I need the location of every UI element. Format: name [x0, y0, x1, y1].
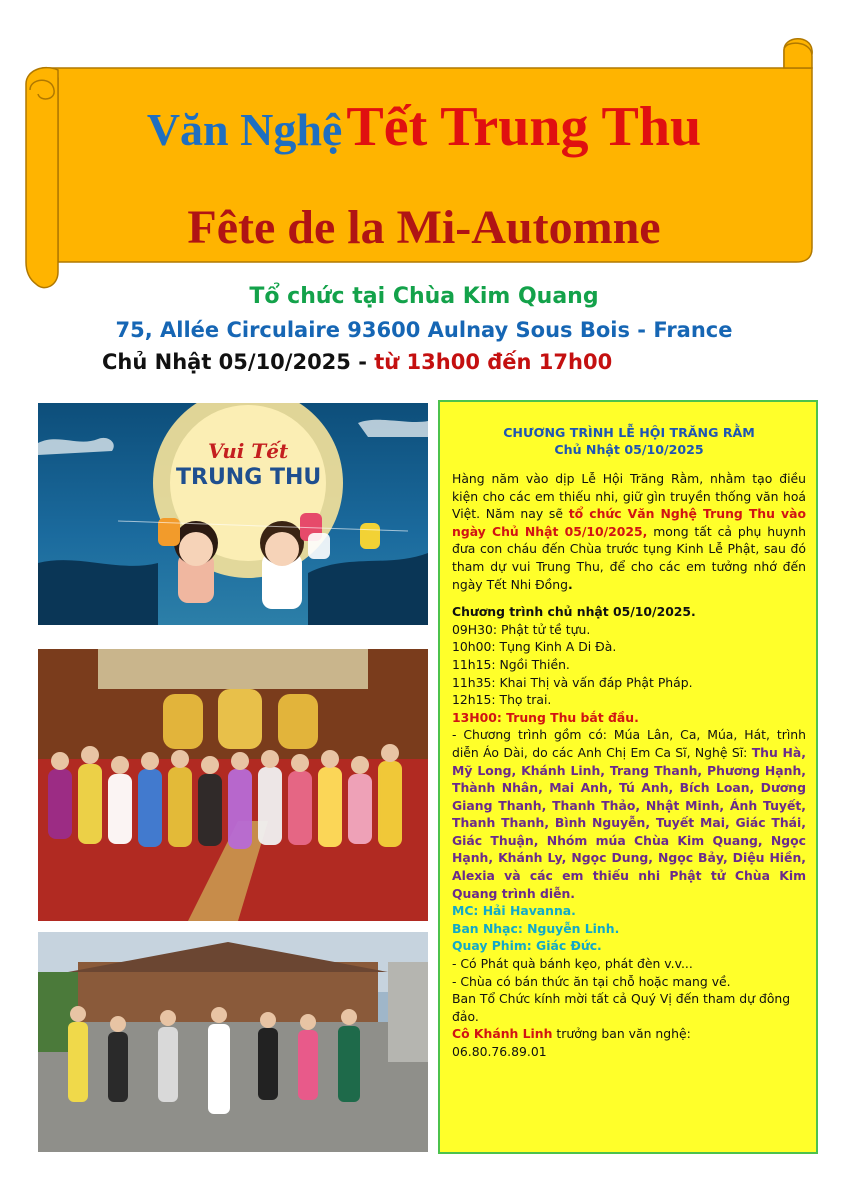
- contact-phone: 06.80.76.89.01: [452, 1044, 547, 1059]
- main-title: [0, 95, 848, 159]
- title-part1: Văn Nghệ: [146, 104, 343, 155]
- photo-courtyard-dance: [38, 932, 428, 1152]
- intro-dot: .: [567, 576, 573, 592]
- title-part2: Tết Trung Thu: [346, 96, 702, 158]
- schedule-item: 09H30: Phật tử tề tựu.: [452, 621, 591, 637]
- photo-group-temple: [38, 649, 428, 921]
- schedule-title: Chương trình chủ nhật 05/10/2025.: [452, 604, 696, 620]
- date-time-line: [102, 350, 612, 374]
- illustration-art: [38, 403, 428, 625]
- program-intro: [452, 470, 806, 593]
- invitation: Ban Tổ Chức kính mời tất cả Quý Vị đến tham dự đông đảo.: [452, 991, 791, 1024]
- schedule-item: 11h15: Ngồi Thiền.: [452, 656, 570, 672]
- schedule-item: 11h35: Khai Thị và vấn đáp Phật Pháp.: [452, 674, 693, 690]
- illustration-caption-1: Vui Tết: [208, 439, 289, 463]
- time-text: từ 13h00 đến 17h00: [374, 350, 613, 374]
- note-gifts: - Có Phát quà bánh kẹo, phát đèn v.v...: [452, 956, 693, 972]
- subtitle: Fête de la Mi-Automne: [187, 201, 661, 254]
- scroll-banner: [0, 0, 848, 300]
- photo-trung-thu-illustration: [38, 403, 428, 625]
- intro-text-c: mong tất cả phụ huynh đưa con cháu đến Chùa trước tụng Kinh Lễ Phật, sau đó tham dự vui Trung Thu, để cho các em tưởng nhớ đến ngày Tết Nhi Đồng: [452, 523, 806, 592]
- contact-line: [452, 1025, 806, 1043]
- organizer-line: Tổ chức tại Chùa Kim Quang: [249, 284, 599, 309]
- schedule-item: 10h00: Tụng Kinh A Di Đà.: [452, 639, 617, 655]
- program-box: [438, 400, 818, 1154]
- program-heading: CHƯƠNG TRÌNH LỄ HỘI TRĂNG RẰM: [503, 425, 755, 440]
- date-text: Chủ Nhật 05/10/2025 -: [102, 350, 375, 374]
- performers-intro: - Chương trình gồm có: Múa Lân, Ca, Múa, Hát, trình diễn Áo Dài, do các Anh Chị Em Ca Sĩ, Nghệ Sĩ:: [452, 727, 806, 760]
- mc-line: MC: Hải Havanna.: [452, 903, 576, 919]
- performers-list: Thu Hà, Mỹ Long, Khánh Linh, Trang Thanh, Phương Hạnh, Thành Nhân, Mai Anh, Tú Anh, Bích Loan, Dương Giang Thanh, Thanh Thảo, Nhật Minh, Ánh Tuyết, Thanh Thanh, Bình Nguyễn, Tuyết Mai, Giác Thái, Giác Thuận, Nhóm múa Chùa Kim Quang, Ngọc Hạnh, Khánh Ly, Ngọc Dung, Ngọc Bảy, Diệu Hiền, Alexia và các em thiếu nhi Phật tử Chùa Kim Quang trình diễn.: [452, 744, 806, 901]
- band-line: Ban Nhạc: Nguyễn Linh.: [452, 920, 620, 936]
- group-photo-art: [38, 649, 428, 921]
- note-food: - Chùa có bán thức ăn tại chỗ hoặc mang về.: [452, 973, 731, 989]
- intro-text-a: Hàng năm vào dịp Lễ Hội Trăng Rằm, nhằm tạo điều kiện cho các em thiếu nhi, giữ gìn truyền thống văn hoá Việt. Năm nay sẽ: [452, 471, 806, 522]
- illustration-caption-2: TRUNG THU: [176, 465, 322, 490]
- schedule-item: 12h15: Thọ trai.: [452, 692, 552, 708]
- courtyard-photo-art: [38, 932, 428, 1152]
- start-time: 13H00: Trung Thu bắt đầu.: [452, 709, 639, 725]
- intro-highlight: tổ chức Văn Nghệ Trung Thu vào ngày Chủ Nhật 05/10/2025,: [452, 506, 806, 539]
- performers-paragraph: [452, 726, 806, 902]
- video-line: Quay Phim: Giác Đức.: [452, 938, 602, 954]
- contact-role: trưởng ban văn nghệ:: [552, 1026, 691, 1042]
- address-line: 75, Allée Circulaire 93600 Aulnay Sous Bois - France: [115, 318, 733, 342]
- program-heading-date: Chủ Nhật 05/10/2025: [554, 442, 704, 457]
- contact-name: Cô Khánh Linh: [452, 1026, 553, 1042]
